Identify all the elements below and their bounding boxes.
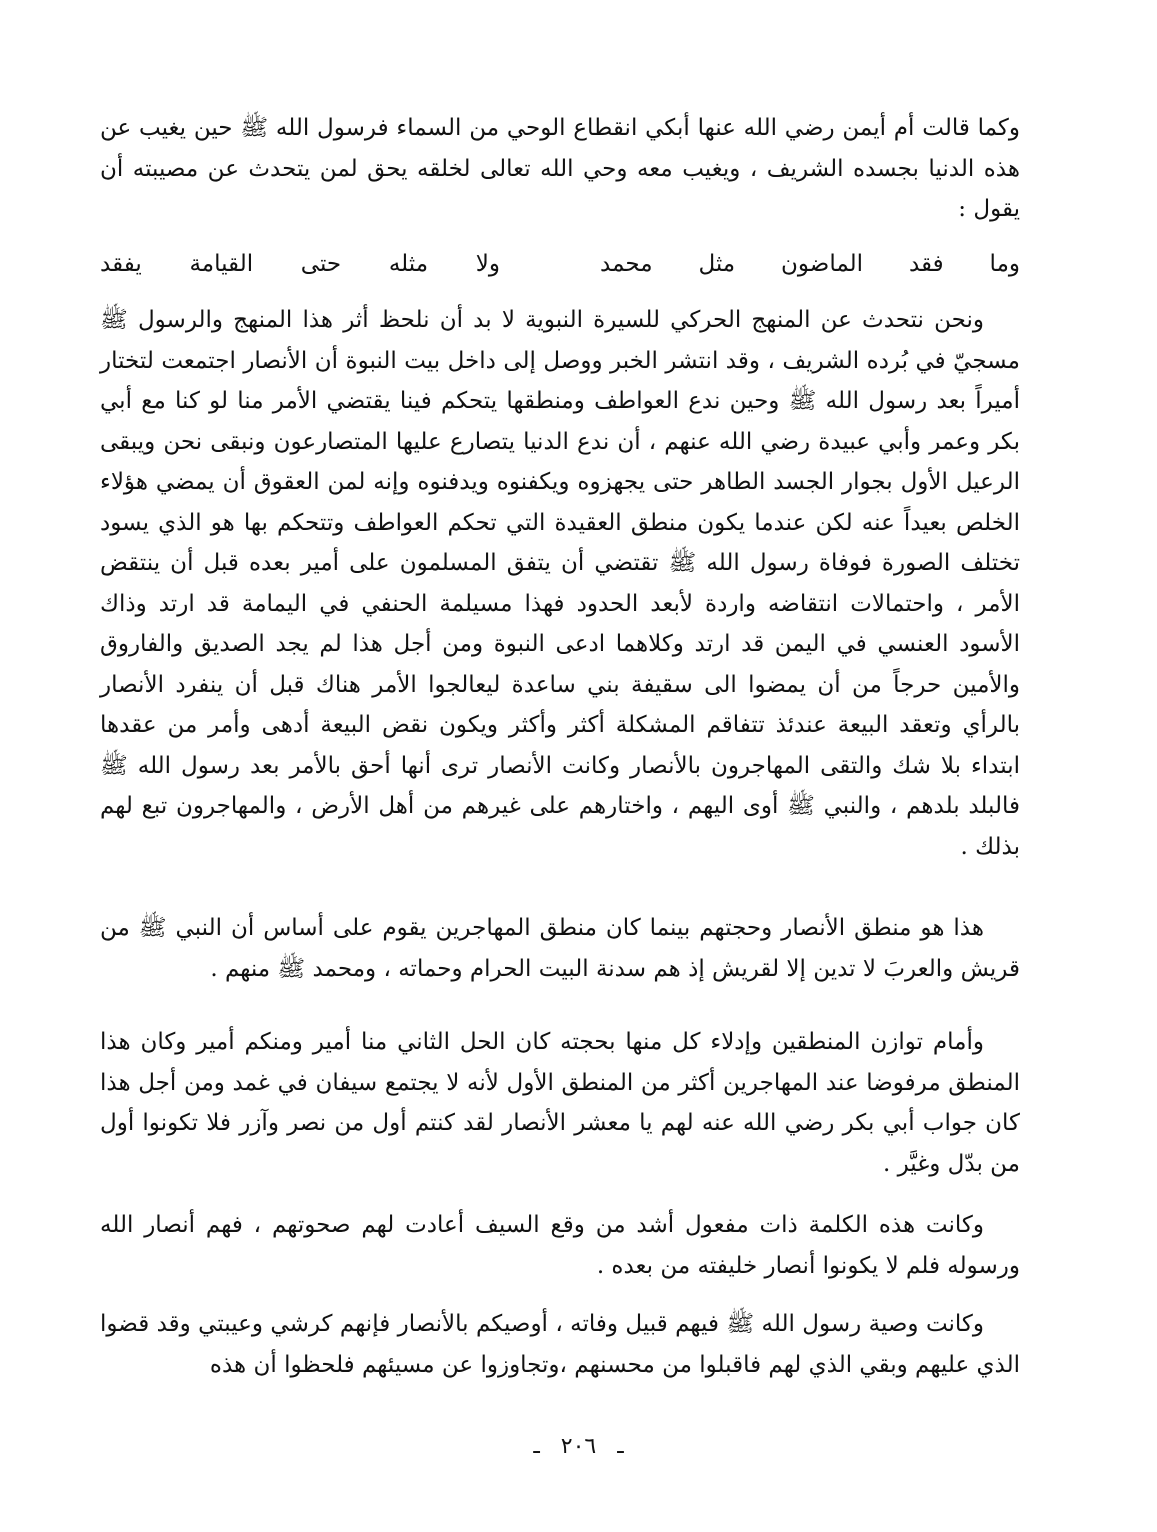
page-number xyxy=(0,1432,1157,1462)
paragraph-word-effect: وكانت هذه الكلمة ذات مفعول أشد من وقع السيف أعادت لهم صحوتهم ، فهم أنصار الله ورسوله فلم لا يكونوا أنصار خليفته من بعده . xyxy=(100,1212,1020,1279)
paragraph-two-logics: وأمام توازن المنطقين وإدلاء كل منها بحجته كان الحل الثاني منا أمير ومنكم أمير وكان هذا المنطق مرفوضا عند المهاجرين أكثر من المنطق الأول لأنه لا يجتمع سيفان في غمد ومن أجل هذا كان جواب أبي بكر رضي الله عنه لهم يا معشر الأنصار لقد كنتم أول من نصر وآزر فلا تكونوا أول من بدّل وغيَّر . xyxy=(100,1029,1020,1177)
verse-second-hemistich: ولا مثله حتى القيامة يفقد xyxy=(100,251,500,277)
page-number-value: ٢٠٦ xyxy=(560,1434,597,1459)
page-number-dash-right: ـ xyxy=(617,1434,624,1459)
paragraph-muhajirun-logic: هذا هو منطق الأنصار وحجتهم بينما كان منطق المهاجرين يقوم على أساس أن النبي ﷺ من قريش والعربَ لا تدين إلا لقريش إذ هم سدنة البيت الحرام وحماته ، ومحمد ﷺ منهم . xyxy=(100,915,1020,982)
paragraph-saqifa-context: ونحن نتحدث عن المنهج الحركي للسيرة النبوية لا بد أن نلحظ أثر هذا المنهج والرسول ﷺ مسجيّ في بُرده الشريف ، وقد انتشر الخبر ووصل إلى داخل بيت النبوة أن الأنصار اجتمعت لتختار أميراً بعد رسول الله ﷺ وحين ندع العواطف ومنطقها يتحكم فينا يقتضي الأمر منا لو كنا مع أبي بكر وعمر وأبي عبيدة رضي الله عنهم ، أن ندع الدنيا يتصارع عليها المتصارعون ونبقى نحن ويبقى الرعيل الأول بجوار الجسد الطاهر حتى يجهزوه ويكفنوه ويدفنوه وإنه لمن العقوق أن يمضي هؤلاء الخلص بعيداً عنه لكن عندما يكون منطق العقيدة التي تحكم العواطف وتتحكم بها هو الذي يسود تختلف الصورة فوفاة رسول الله ﷺ تقتضي أن يتفق المسلمون على أمير بعده قبل أن ينتقض الأمر ، واحتمالات انتقاضه واردة لأبعد الحدود فهذا مسيلمة الحنفي في اليمامة قد ارتد وذاك الأسود العنسي في اليمن قد ارتد وكلاهما ادعى النبوة ومن أجل هذا لم يجد الصديق والفاروق والأمين حرجاً من أن يمضوا الى سقيفة بني ساعدة ليعالجوا الأمر هناك قبل أن ينفرد الأنصار بالرأي وتعقد البيعة عندئذ تتفاقم المشكلة أكثر وأكثر ويكون نقض البيعة أدهى وأمر من عقدها ابتداء بلا شك والتقى المهاجرون بالأنصار وكانت الأنصار ترى أنها أحق بالأمر بعد رسول الله ﷺ فالبلد بلدهم ، والنبي ﷺ أوى اليهم ، واختارهم على غيرهم من أهل الأرض ، والمهاجرون تبع لهم بذلك . xyxy=(100,307,1021,860)
paragraph-prophet-will: وكانت وصية رسول الله ﷺ فيهم قبيل وفاته ، أوصيكم بالأنصار فإنهم كرشي وعيبتي وقد قضوا الذي عليهم وبقي الذي لهم فاقبلوا من محسنهم ،وتجاوزوا عن مسيئهم فلحظوا أن هذه xyxy=(100,1311,1020,1378)
poetry-verse xyxy=(100,244,1020,284)
page-number-dash-left: ـ xyxy=(533,1434,540,1459)
verse-first-hemistich: وما فقد الماضون مثل محمد xyxy=(600,251,1020,277)
paragraph-umm-ayman-quote: وكما قالت أم أيمن رضي الله عنها أبكي انقطاع الوحي من السماء فرسول الله ﷺ حين يغيب عن هذه الدنيا بجسده الشريف ، ويغيب معه وحي الله تعالى لخلقه يحق لمن يتحدث عن مصيبته أن يقول : xyxy=(100,115,1020,222)
